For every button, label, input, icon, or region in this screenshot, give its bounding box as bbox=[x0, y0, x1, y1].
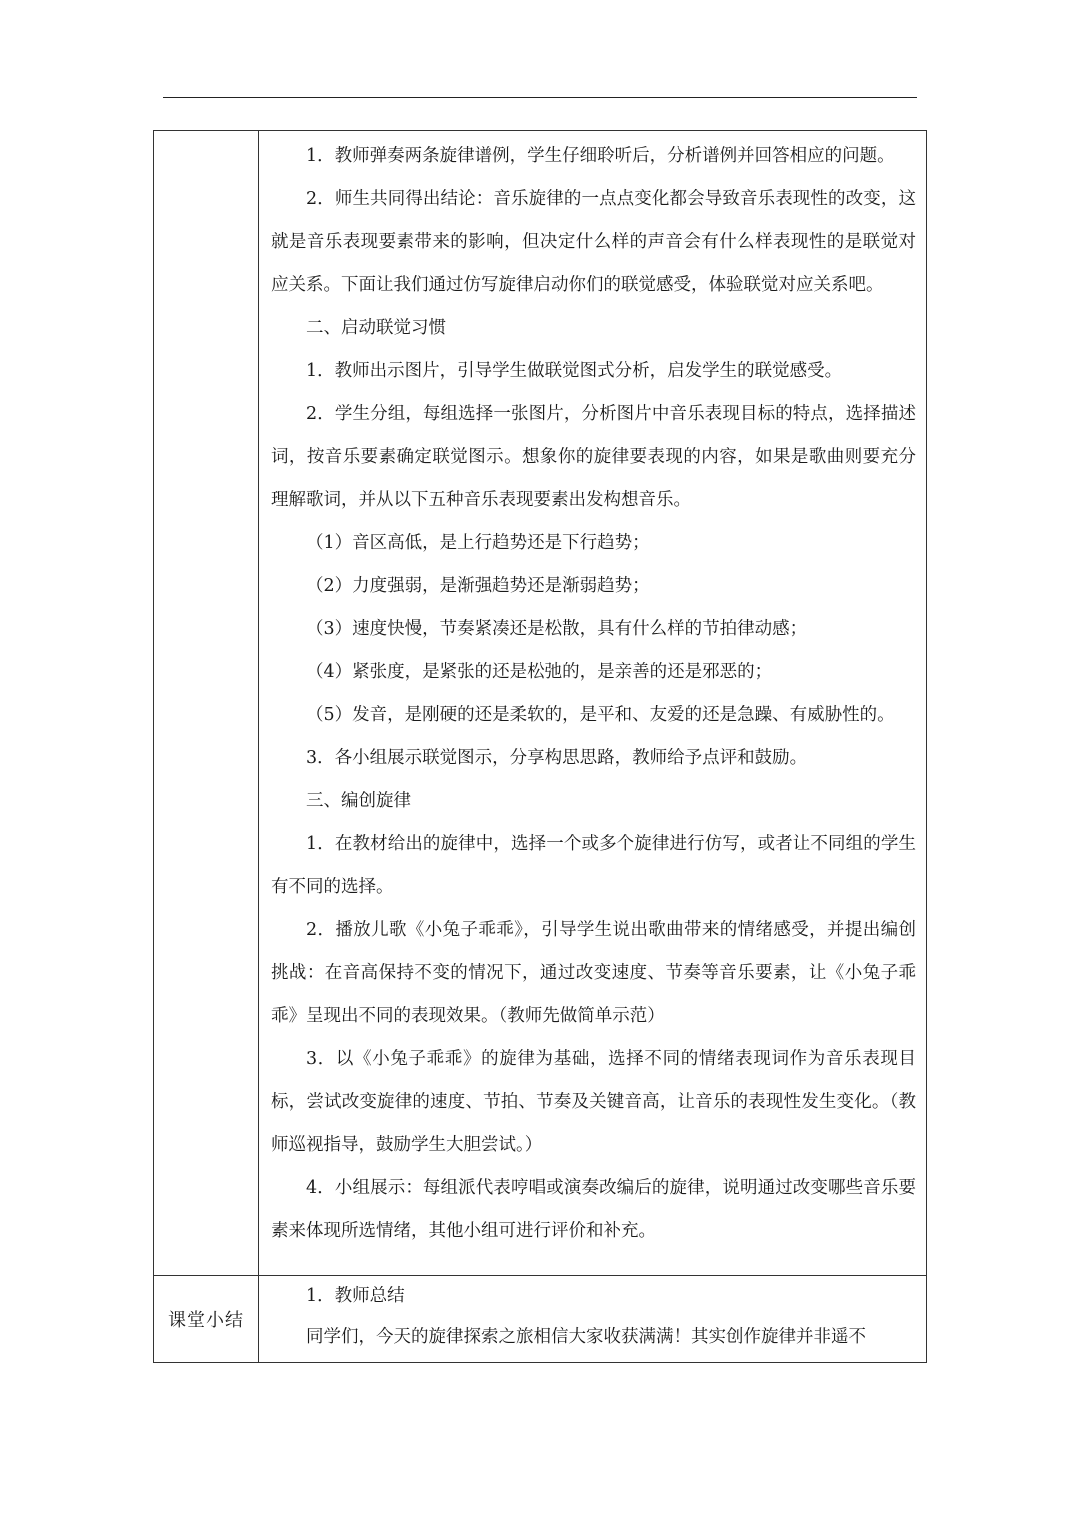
paragraph: 4．小组展示：每组派代表哼唱或演奏改编后的旋律，说明通过改变哪些音乐要素来体现所选情绪，其他小组可进行评价和补充。 bbox=[271, 1178, 916, 1241]
header-rule bbox=[163, 97, 917, 98]
list-item: （5）发音，是刚硬的还是柔软的，是平和、友爱的还是急躁、有威胁性的。 bbox=[306, 705, 895, 725]
summary-content-cell bbox=[259, 1276, 927, 1363]
paragraph: 1．教师总结 bbox=[306, 1286, 405, 1306]
list-item: （3）速度快慢，节奏紧凑还是松散，具有什么样的节拍律动感； bbox=[306, 619, 808, 639]
paragraph: 2．播放儿歌《小兔子乖乖》，引导学生说出歌曲带来的情绪感受，并提出编创挑战：在音高保持不变的情况下，通过改变速度、节奏等音乐要素，让《小兔子乖乖》呈现出不同的表现效果。（教师先做简单示范） bbox=[271, 920, 916, 1026]
summary-label: 课堂小结 bbox=[154, 1276, 259, 1363]
paragraph: 同学们，今天的旋律探索之旅相信大家收获满满！其实创作旋律并非遥不 bbox=[306, 1327, 866, 1347]
paragraph: 2．学生分组，每组选择一张图片，分析图片中音乐表现目标的特点，选择描述词，按音乐要素确定联觉图示。想象你的旋律要表现的内容，如果是歌曲则要充分理解歌词，并从以下五种音乐表现要素出发构想音乐。 bbox=[271, 404, 916, 510]
row-content-cell bbox=[259, 131, 927, 1276]
paragraph: 1．教师出示图片，引导学生做联觉图式分析，启发学生的联觉感受。 bbox=[306, 361, 843, 381]
list-item: （2）力度强弱，是渐强趋势还是渐弱趋势； bbox=[306, 576, 650, 596]
table-row-activities bbox=[154, 131, 927, 1276]
activities-content bbox=[259, 131, 926, 1257]
paragraph: 2．师生共同得出结论：音乐旋律的一点点变化都会导致音乐表现性的改变，这就是音乐表现要素带来的影响，但决定什么样的声音会有什么样表现性的是联觉对应关系。下面让我们通过仿写旋律启动你们的联觉感受，体验联觉对应关系吧。 bbox=[271, 189, 916, 295]
table-row-summary bbox=[154, 1276, 927, 1363]
row-label-cell bbox=[154, 131, 259, 1276]
summary-content bbox=[259, 1276, 926, 1362]
section-heading: 三、编创旋律 bbox=[306, 791, 411, 811]
paragraph: 1．在教材给出的旋律中，选择一个或多个旋律进行仿写，或者让不同组的学生有不同的选择。 bbox=[271, 834, 916, 897]
list-item: （1）音区高低，是上行趋势还是下行趋势； bbox=[306, 533, 650, 553]
paragraph: 1．教师弹奏两条旋律谱例，学生仔细聆听后，分析谱例并回答相应的问题。 bbox=[306, 146, 895, 166]
section-heading: 二、启动联觉习惯 bbox=[306, 318, 446, 338]
lesson-plan-table bbox=[153, 130, 927, 1363]
paragraph: 3．各小组展示联觉图示，分享构思思路，教师给予点评和鼓励。 bbox=[306, 748, 808, 768]
paragraph: 3．以《小兔子乖乖》的旋律为基础，选择不同的情绪表现词作为音乐表现目标，尝试改变旋律的速度、节拍、节奏及关键音高，让音乐的表现性发生变化。（教师巡视指导，鼓励学生大胆尝试。） bbox=[271, 1049, 916, 1155]
list-item: （4）紧张度，是紧张的还是松弛的，是亲善的还是邪恶的； bbox=[306, 662, 773, 682]
